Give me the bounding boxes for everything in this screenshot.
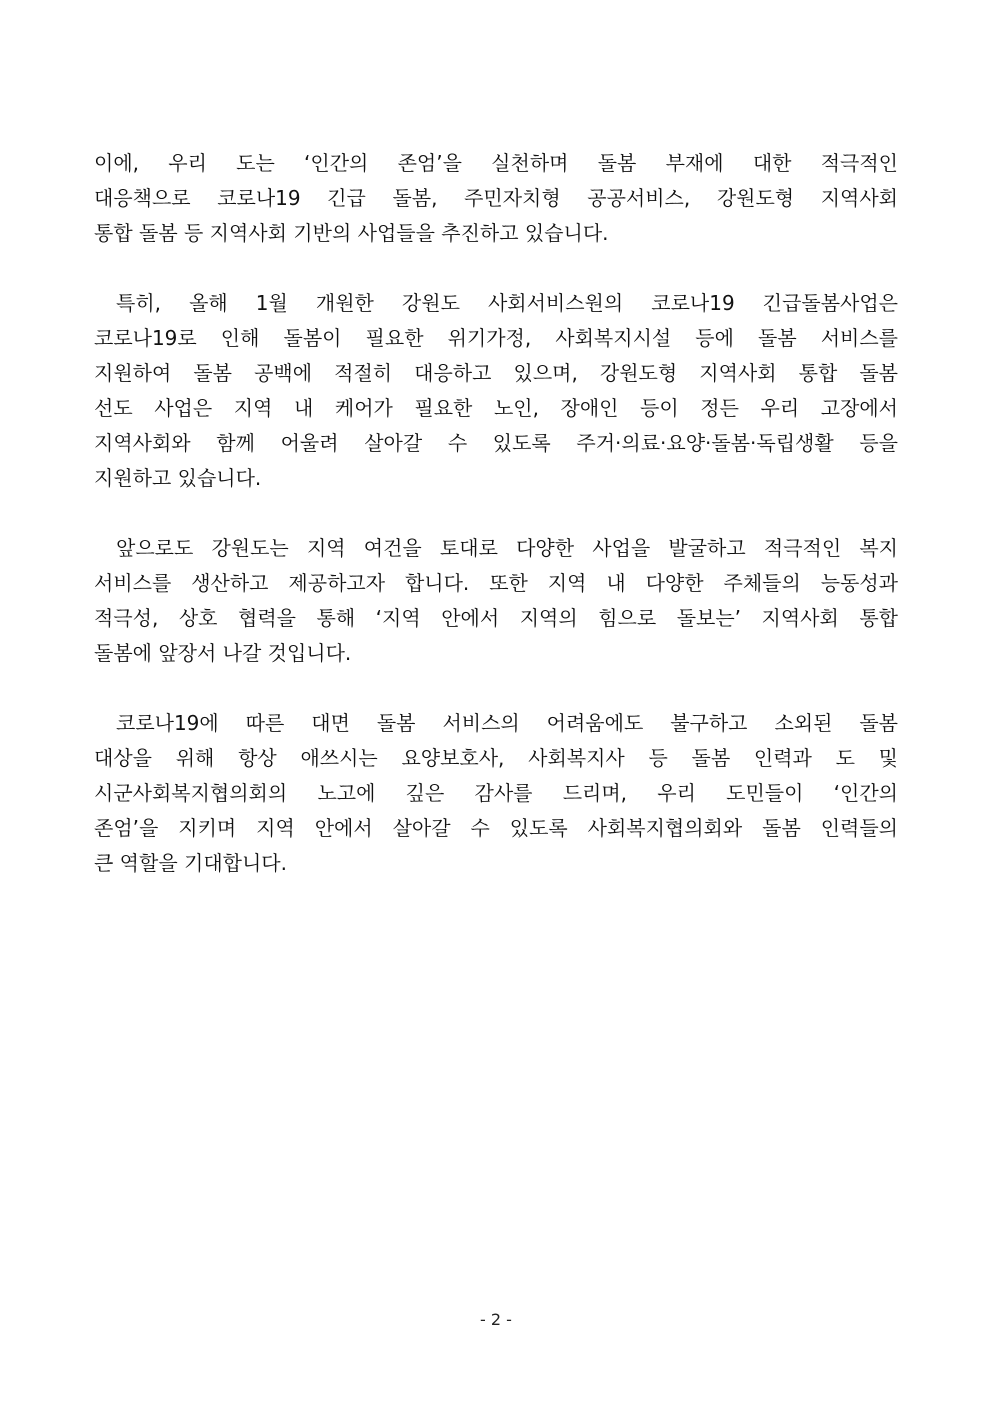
- paragraph-3: [94, 531, 898, 671]
- text-line: 지원하고 있습니다.: [94, 466, 262, 490]
- text-line: 큰 역할을 기대합니다.: [94, 851, 287, 875]
- text-line: 대응책으로 코로나19 긴급 돌봄, 주민자치형 공공서비스, 강원도형 지역사회: [94, 186, 898, 210]
- text-line: 시군사회복지협의회의 노고에 깊은 감사를 드리며, 우리 도민들이 ‘인간의: [94, 781, 898, 805]
- paragraph-1: [94, 146, 898, 251]
- text-line: 코로나19에 따른 대면 돌봄 서비스의 어려움에도 불구하고 소외된 돌봄: [116, 711, 898, 735]
- text-line: 존엄’을 지키며 지역 안에서 살아갈 수 있도록 사회복지협의회와 돌봄 인력들의: [94, 816, 898, 840]
- text-line: 돌봄에 앞장서 나갈 것입니다.: [94, 641, 352, 665]
- text-line: 특히, 올해 1월 개원한 강원도 사회서비스원의 코로나19 긴급돌봄사업은: [116, 291, 898, 315]
- document-body: [94, 146, 898, 916]
- paragraph-2: [94, 286, 898, 496]
- text-line: 지원하여 돌봄 공백에 적절히 대응하고 있으며, 강원도형 지역사회 통합 돌봄: [94, 361, 898, 385]
- paragraph-4: [94, 706, 898, 881]
- text-line: 이에, 우리 도는 ‘인간의 존엄’을 실천하며 돌봄 부재에 대한 적극적인: [94, 151, 898, 175]
- page-number: - 2 -: [480, 1310, 512, 1329]
- text-line: 앞으로도 강원도는 지역 여건을 토대로 다양한 사업을 발굴하고 적극적인 복지: [116, 536, 898, 560]
- text-line: 통합 돌봄 등 지역사회 기반의 사업들을 추진하고 있습니다.: [94, 221, 609, 245]
- text-line: 코로나19로 인해 돌봄이 필요한 위기가정, 사회복지시설 등에 돌봄 서비스를: [94, 326, 898, 350]
- text-line: 적극성, 상호 협력을 통해 ‘지역 안에서 지역의 힘으로 돌보는’ 지역사회 통합: [94, 606, 898, 630]
- text-line: 서비스를 생산하고 제공하고자 합니다. 또한 지역 내 다양한 주체들의 능동성과: [94, 571, 898, 595]
- text-line: 선도 사업은 지역 내 케어가 필요한 노인, 장애인 등이 정든 우리 고장에서: [94, 396, 898, 420]
- text-line: 지역사회와 함께 어울려 살아갈 수 있도록 주거·의료·요양·돌봄·독립생활 등을: [94, 431, 898, 455]
- text-line: 대상을 위해 항상 애쓰시는 요양보호사, 사회복지사 등 돌봄 인력과 도 및: [94, 746, 898, 770]
